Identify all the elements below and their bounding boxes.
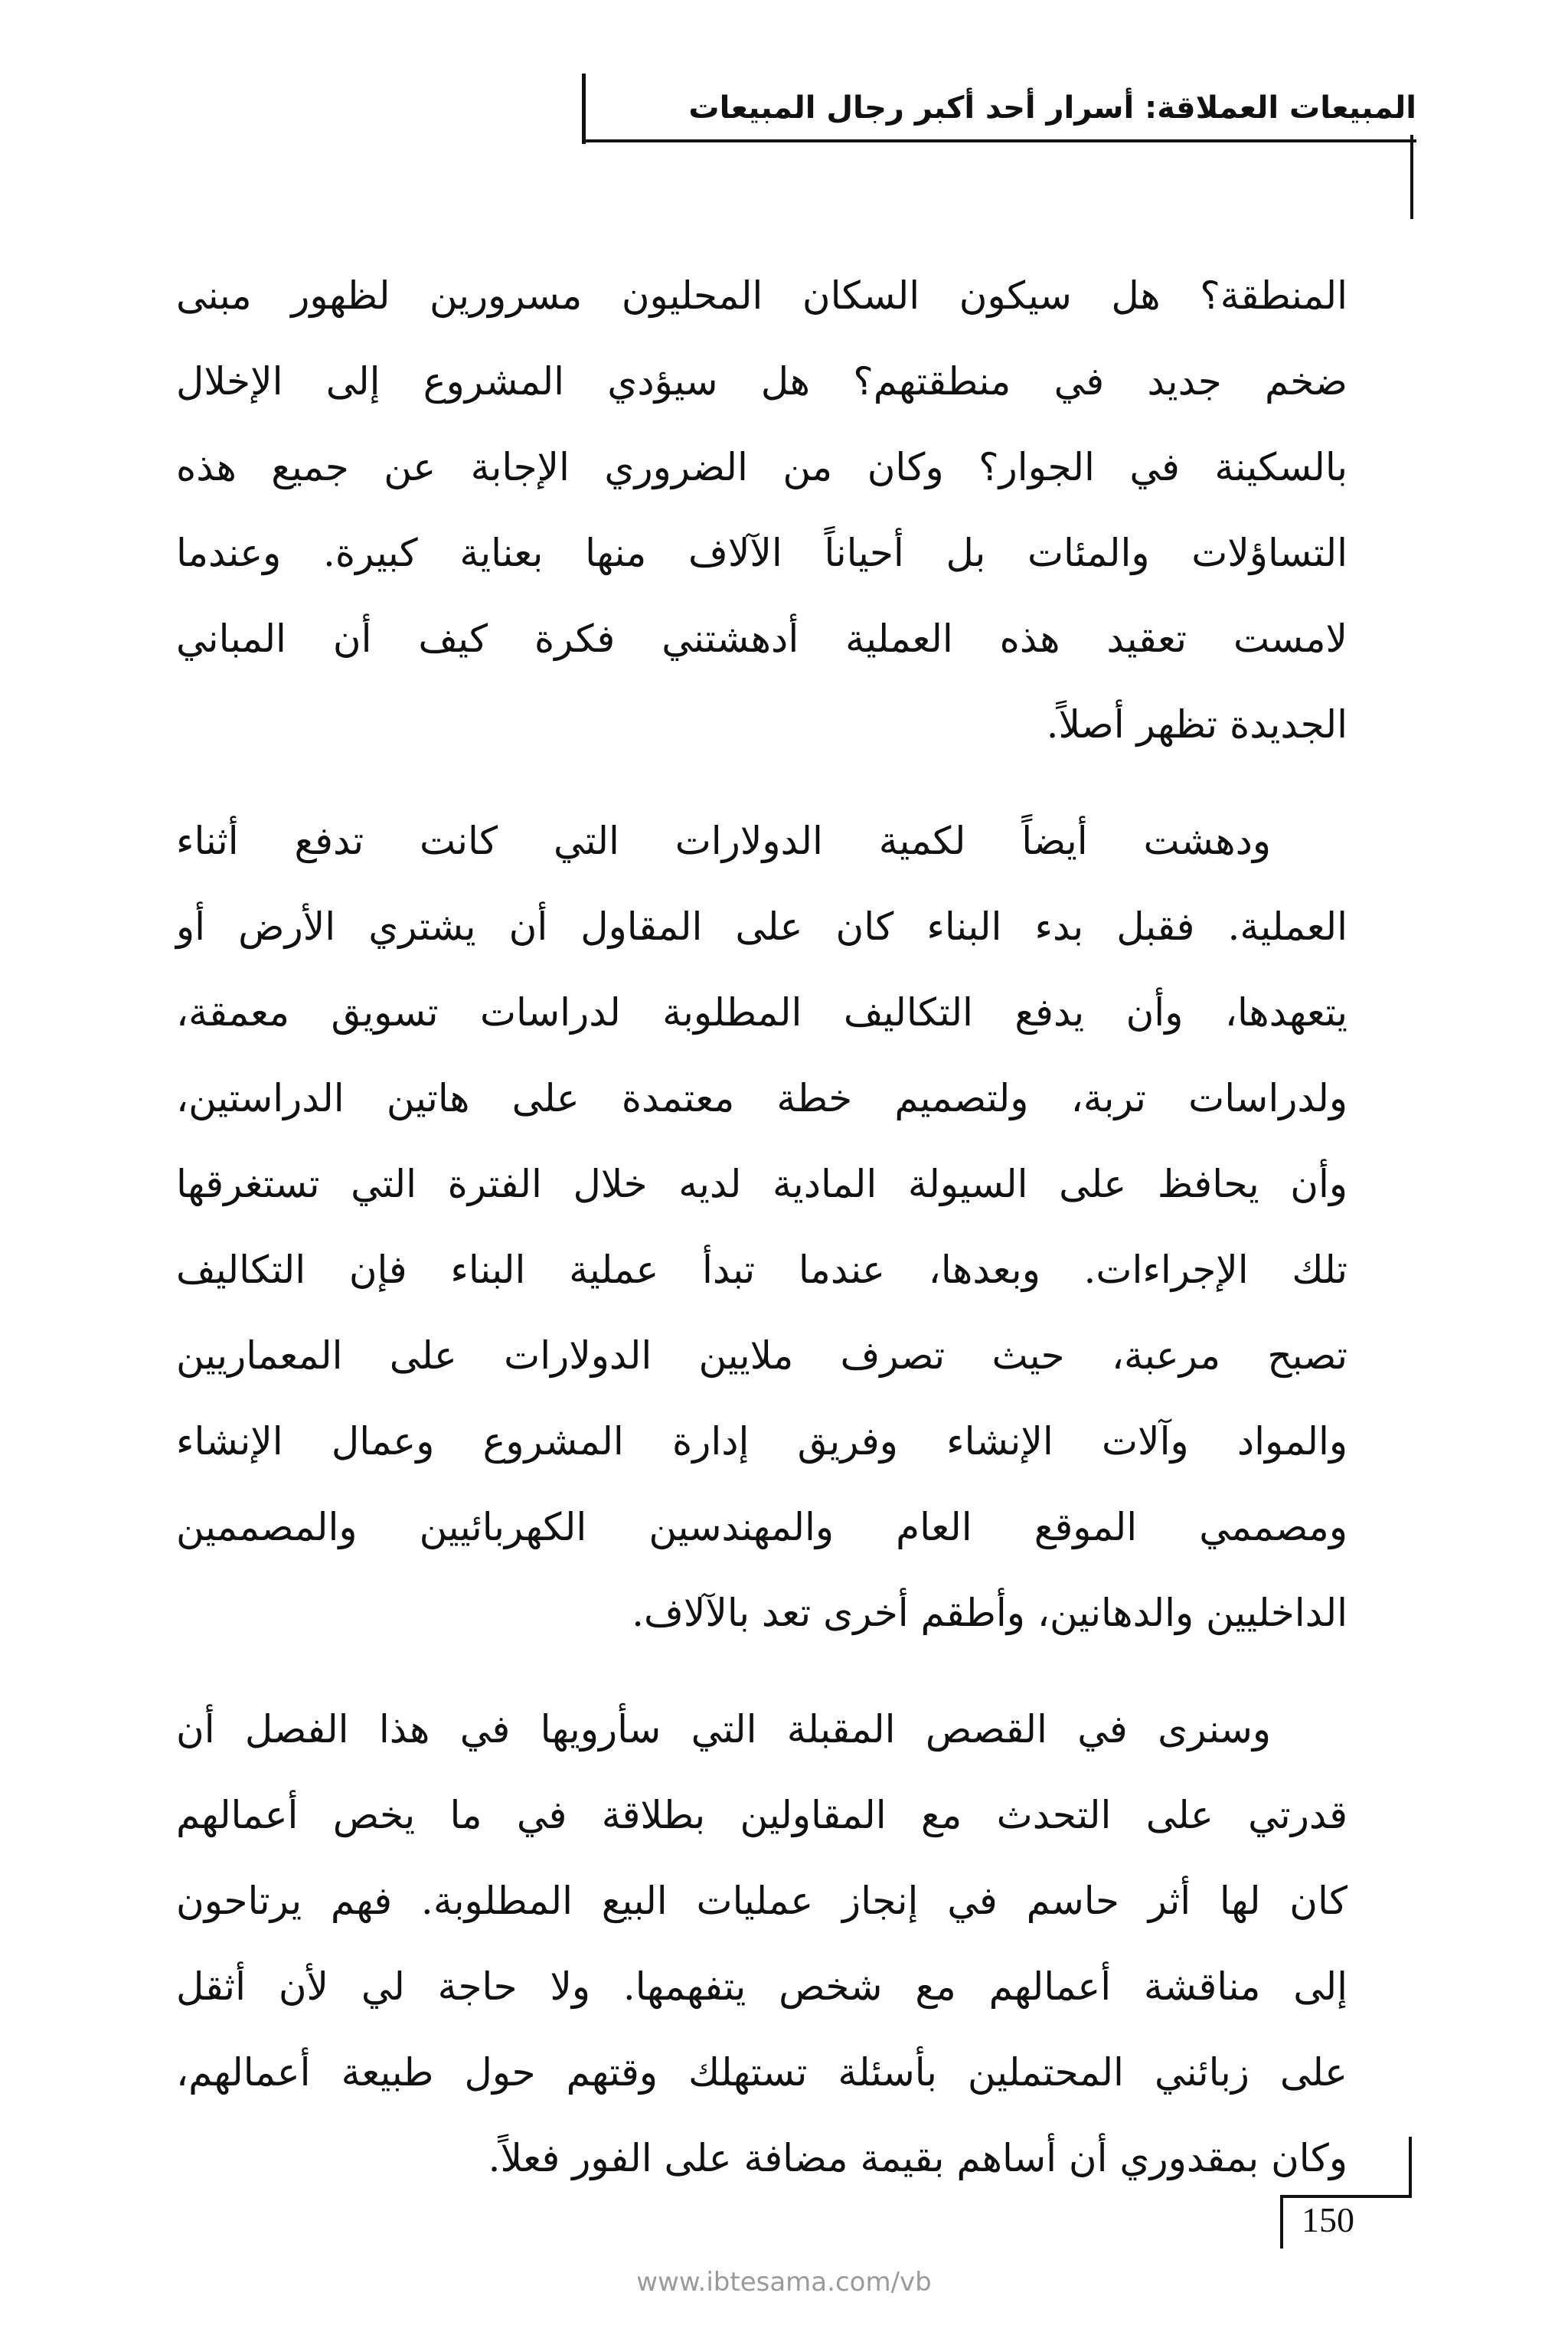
text-line: الجديدة تظهر أصلاً.	[1046, 702, 1348, 747]
page-number-top-rule	[1280, 2195, 1412, 2198]
text-line: تلك الإجراءات. وبعدها، عندما تبدأ عملية البناء فإن التكاليف	[176, 1248, 1348, 1292]
paragraph-2	[176, 798, 1348, 1656]
running-header-title: المبيعات العملاقة: أسرار أحد أكبر رجال المبيعات	[688, 90, 1416, 126]
text-line: ولدراسات تربة، ولتصميم خطة معتمدة على هاتين الدراستين،	[176, 1076, 1348, 1120]
page-number: 150	[1302, 2200, 1354, 2239]
header-right-rule	[1410, 135, 1413, 219]
text-line: وسنرى في القصص المقبلة التي سأرويها في هذا الفصل أن	[176, 1707, 1271, 1751]
text-line: العملية. فقبل بدء البناء كان على المقاول أن يشتري الأرض أو	[176, 904, 1348, 949]
running-header	[582, 74, 1416, 135]
text-line: ودهشت أيضاً لكمية الدولارات التي كانت تدفع أثناء	[176, 819, 1271, 863]
text-line: وكان بمقدوري أن أساهم بقيمة مضافة على الفور فعلاً.	[488, 2136, 1348, 2180]
text-line: تصبح مرعبة، حيث تصرف ملايين الدولارات على المعماريين	[176, 1333, 1348, 1378]
text-line: ومصممي الموقع العام والمهندسين الكهربائيين والمصممين	[176, 1505, 1348, 1549]
paragraph-3	[176, 1686, 1348, 2201]
text-line: ضخم جديد في منطقتهم؟ هل سيؤدي المشروع إلى الإخلال	[176, 359, 1348, 404]
header-bottom-rule	[582, 139, 1416, 142]
text-line: المنطقة؟ هل سيكون السكان المحليون مسرورين لظهور مبنى	[176, 273, 1348, 318]
text-line: إلى مناقشة أعمالهم مع شخص يتفهمها. ولا حاجة لي لأن أثقل	[176, 1964, 1348, 2009]
text-line: بالسكينة في الجوار؟ وكان من الضروري الإجابة عن جميع هذه	[176, 445, 1348, 489]
paragraph-1	[176, 253, 1348, 767]
text-line: وأن يحافظ على السيولة المادية لديه خلال الفترة التي تستغرقها	[176, 1162, 1348, 1206]
text-line: كان لها أثر حاسم في إنجاز عمليات البيع المطلوبة. فهم يرتاحون	[176, 1879, 1348, 1923]
text-line: لامست تعقيد هذه العملية أدهشتني فكرة كيف أن المباني	[176, 617, 1348, 661]
text-line: والمواد وآلات الإنشاء وفريق إدارة المشروع وعمال الإنشاء	[176, 1419, 1348, 1464]
page-number-frame	[1280, 2137, 1418, 2239]
text-line: قدرتي على التحدث مع المقاولين بطلاقة في ما يخص أعمالهم	[176, 1793, 1348, 1837]
text-line: على زبائني المحتملين بأسئلة تستهلك وقتهم حول طبيعة أعمالهم،	[176, 2050, 1348, 2095]
text-line: التساؤلات والمئات بل أحياناً الآلاف منها بعناية كبيرة. وعندما	[176, 531, 1348, 575]
text-line: الداخليين والدهانين، وأطقم أخرى تعد بالآلاف.	[632, 1591, 1348, 1635]
text-line: يتعهدها، وأن يدفع التكاليف المطلوبة لدراسات تسويق معمقة،	[176, 990, 1348, 1035]
page-number-left-rule	[1280, 2195, 1283, 2249]
body-text	[176, 253, 1348, 2232]
watermark-link[interactable]: www.ibtesama.com/vb	[636, 2267, 932, 2298]
header-left-rule	[582, 74, 586, 144]
page-number-right-rule	[1409, 2137, 1412, 2196]
